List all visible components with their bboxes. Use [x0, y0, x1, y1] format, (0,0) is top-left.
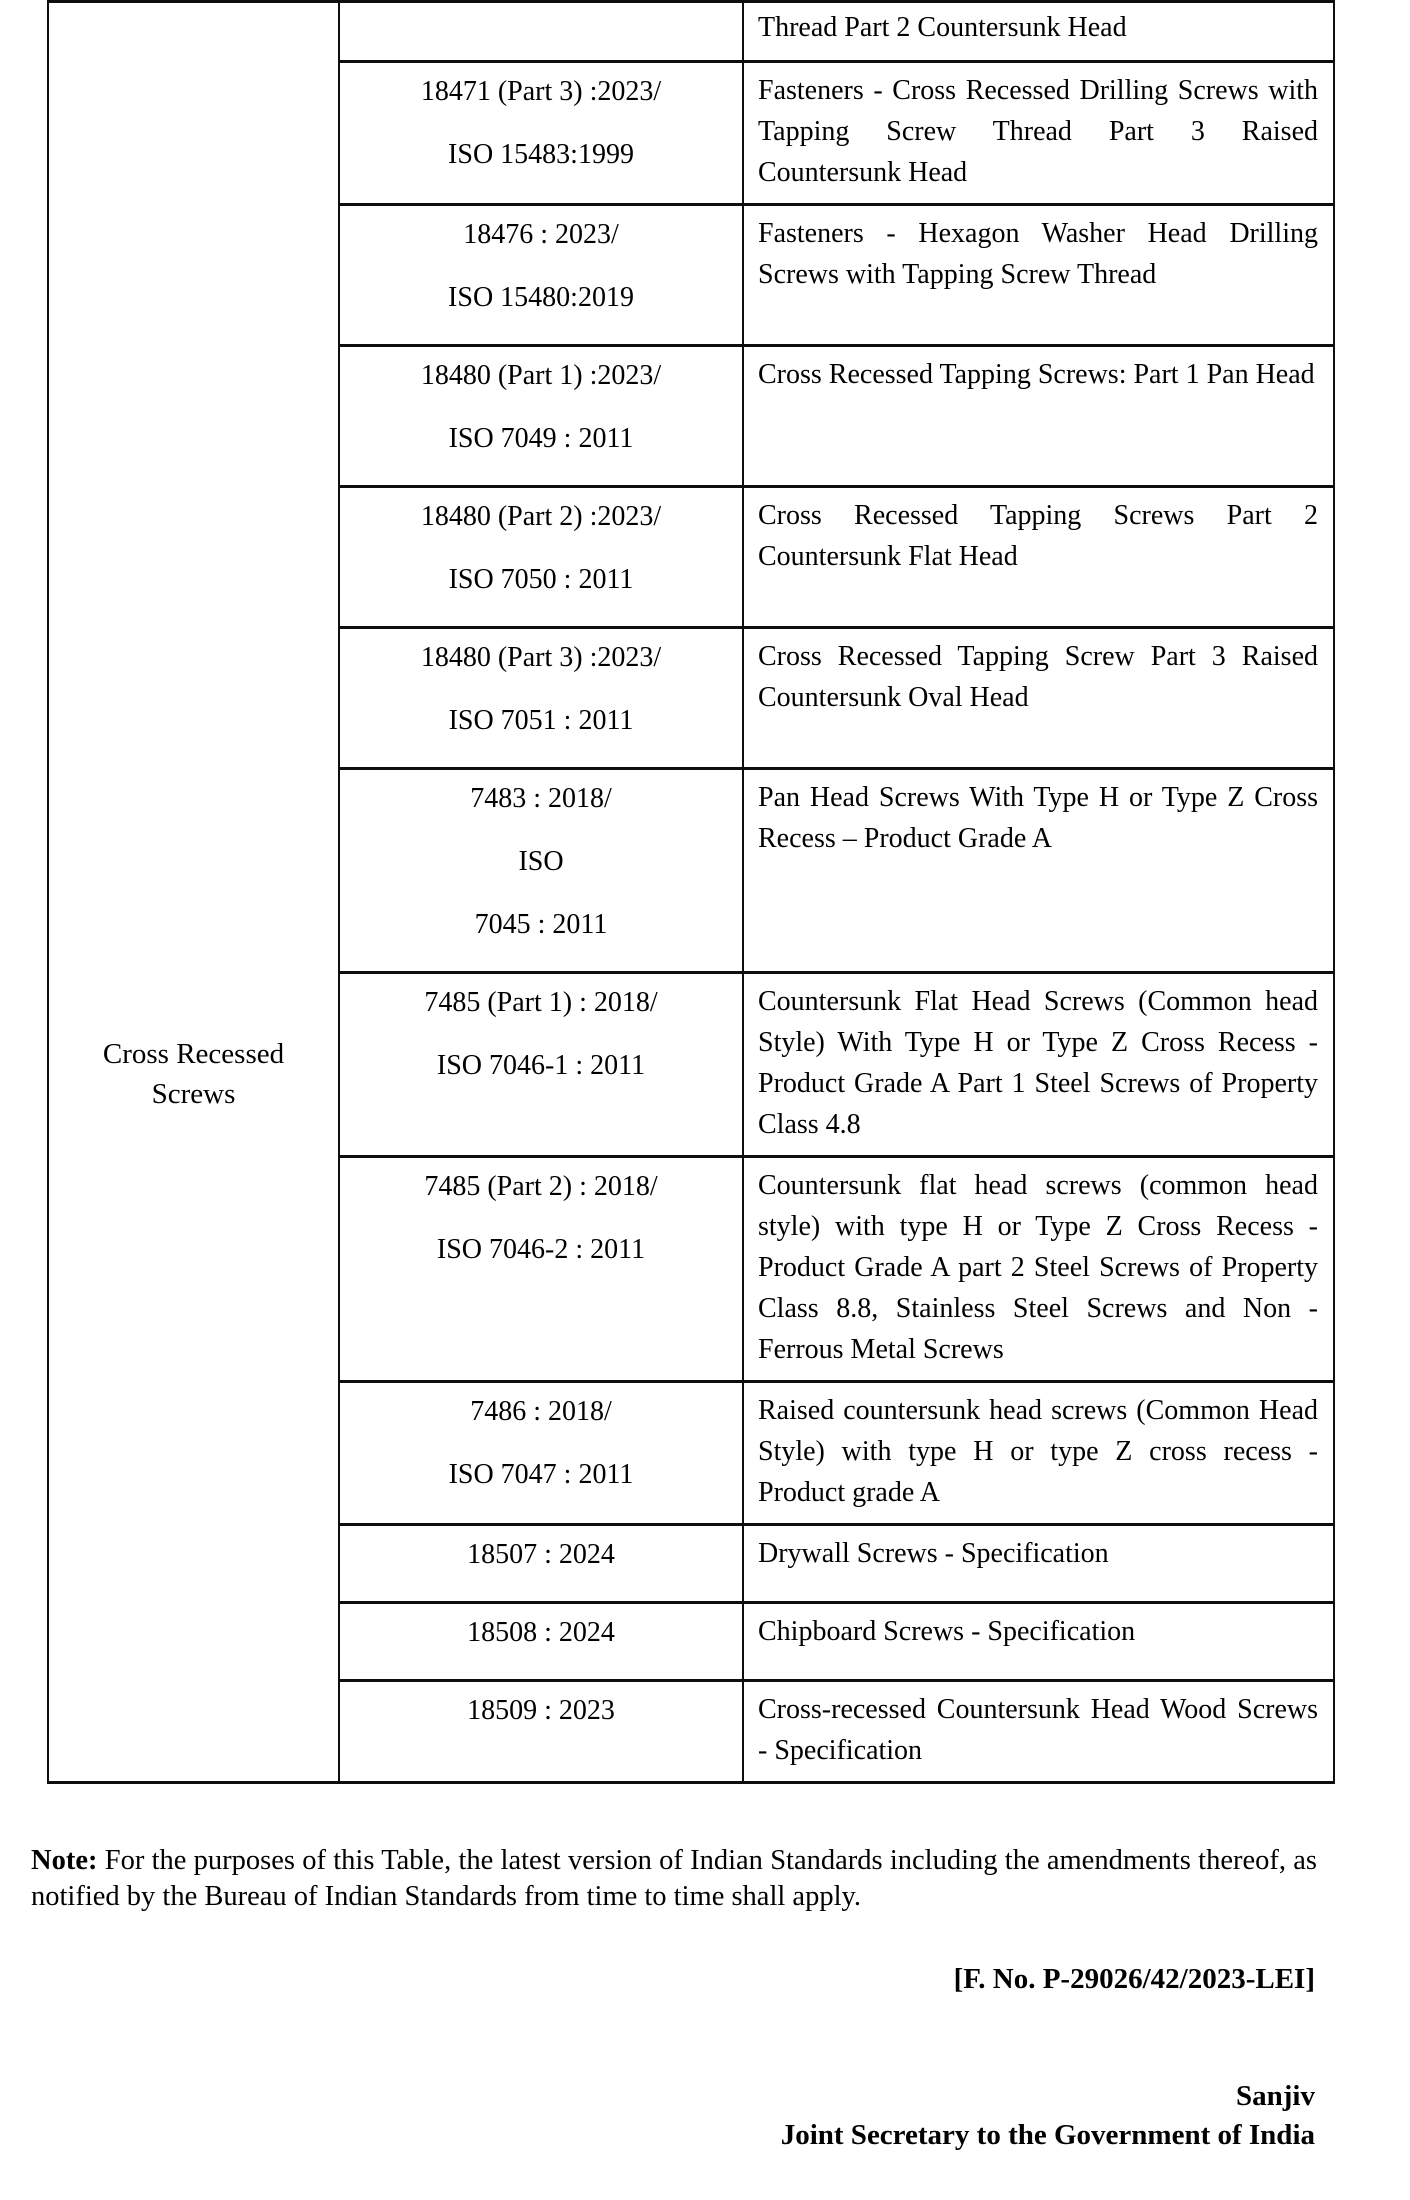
is-number-cell — [340, 1604, 744, 1679]
is-number-line: 18476 : 2023/ — [463, 219, 619, 250]
standard-title-cell: Fasteners - Hexagon Washer Head Drilling Screws with Tapping Screw Thread — [758, 218, 1318, 290]
note-label: Note: — [31, 1845, 98, 1876]
is-number-cell — [340, 63, 744, 203]
table-row — [340, 203, 1333, 344]
table-row — [340, 1380, 1333, 1523]
standard-title-cell: Raised countersunk head screws (Common Head Style) with type H or type Z cross recess - Product grade A — [758, 1395, 1318, 1508]
standard-title-cell: Chipboard Screws - Specification — [758, 1616, 1136, 1647]
standard-title-cell: Thread Part 2 Countersunk Head — [758, 12, 1127, 43]
is-number-line: 7483 : 2018/ — [470, 783, 612, 814]
is-number-line: 18509 : 2023 — [467, 1695, 615, 1726]
standard-title-cell: Cross Recessed Tapping Screws Part 2 Countersunk Flat Head — [758, 500, 1318, 572]
standard-title-cell: Fasteners - Cross Recessed Drilling Screws with Tapping Screw Thread Part 3 Raised Countersunk Head — [758, 75, 1318, 188]
table-row — [340, 60, 1333, 203]
is-number-line: ISO 15483:1999 — [448, 139, 634, 170]
is-number-line: 18508 : 2024 — [467, 1617, 615, 1648]
standards-table — [47, 0, 1335, 1784]
is-number-line: 7045 : 2011 — [474, 909, 608, 940]
is-number-line: 7485 (Part 1) : 2018/ — [424, 987, 658, 1018]
is-number-cell — [340, 1158, 744, 1380]
is-number-line: ISO 7047 : 2011 — [448, 1459, 634, 1490]
standard-title-cell: Cross Recessed Tapping Screw Part 3 Raised Countersunk Oval Head — [758, 641, 1318, 713]
is-number-line: 18480 (Part 1) :2023/ — [420, 360, 662, 391]
is-number-cell — [340, 1383, 744, 1523]
table-row — [340, 1155, 1333, 1380]
standard-title-cell: Pan Head Screws With Type H or Type Z Cross Recess – Product Grade A — [758, 782, 1318, 854]
is-number-cell — [340, 347, 744, 485]
category-label: Cross Recessed Screws — [102, 1038, 285, 1110]
table-row — [340, 626, 1333, 767]
is-number-line: ISO — [518, 846, 564, 877]
note-paragraph — [31, 1843, 1317, 1915]
note-text: For the purposes of this Table, the latest version of Indian Standards including the amendments thereof, as notified by the Bureau of Indian Standards from time to time shall apply. — [31, 1845, 1317, 1912]
is-number-cell — [340, 1526, 744, 1601]
is-number-line: ISO 7050 : 2011 — [448, 564, 634, 595]
is-number-cell — [340, 488, 744, 626]
table-row — [340, 344, 1333, 485]
file-number: [F. No. P-29026/42/2023-LEI] — [953, 1963, 1315, 1995]
table-row — [340, 767, 1333, 971]
table-row — [340, 1679, 1333, 1781]
standard-title-cell: Cross-recessed Countersunk Head Wood Screws - Specification — [758, 1694, 1318, 1766]
is-number-cell — [340, 629, 744, 767]
standard-title-cell: Countersunk flat head screws (common head style) with type H or Type Z Cross Recess - Product Grade A part 2 Steel Screws of Property Class 8.8, Stainless Steel Screws and Non - Ferrous Metal Screws — [758, 1170, 1318, 1365]
is-number-line: 18471 (Part 3) :2023/ — [420, 76, 662, 107]
signature-block — [31, 2077, 1315, 2155]
is-number-cell — [340, 3, 744, 60]
is-number-line: 7486 : 2018/ — [470, 1396, 612, 1427]
category-cell — [49, 3, 340, 1781]
is-number-line: 18480 (Part 2) :2023/ — [420, 501, 662, 532]
table-row-carryover — [340, 3, 1333, 60]
signatory-name: Sanjiv — [1236, 2080, 1315, 2112]
table-rows — [340, 3, 1333, 1781]
standard-title-cell: Drywall Screws - Specification — [758, 1538, 1109, 1569]
is-number-cell — [340, 1682, 744, 1781]
is-number-line: 18507 : 2024 — [467, 1539, 615, 1570]
is-number-line: ISO 7046-1 : 2011 — [436, 1050, 646, 1081]
is-number-line: ISO 7046-2 : 2011 — [436, 1234, 646, 1265]
table-row — [340, 971, 1333, 1155]
is-number-line: ISO 7051 : 2011 — [448, 705, 634, 736]
signatory-title: Joint Secretary to the Government of India — [780, 2119, 1315, 2151]
standard-title-cell: Cross Recessed Tapping Screws: Part 1 Pan Head — [758, 359, 1315, 390]
is-number-line: ISO 15480:2019 — [448, 282, 634, 313]
is-number-cell — [340, 770, 744, 971]
is-number-cell — [340, 974, 744, 1155]
standard-title-cell: Countersunk Flat Head Screws (Common head Style) With Type H or Type Z Cross Recess - Product Grade A Part 1 Steel Screws of Property Class 4.8 — [758, 986, 1318, 1140]
table-row — [340, 1523, 1333, 1601]
is-number-cell — [340, 206, 744, 344]
is-number-line: 18480 (Part 3) :2023/ — [420, 642, 662, 673]
table-row — [340, 1601, 1333, 1679]
table-row — [340, 485, 1333, 626]
is-number-line: ISO 7049 : 2011 — [448, 423, 634, 454]
is-number-line: 7485 (Part 2) : 2018/ — [424, 1171, 658, 1202]
